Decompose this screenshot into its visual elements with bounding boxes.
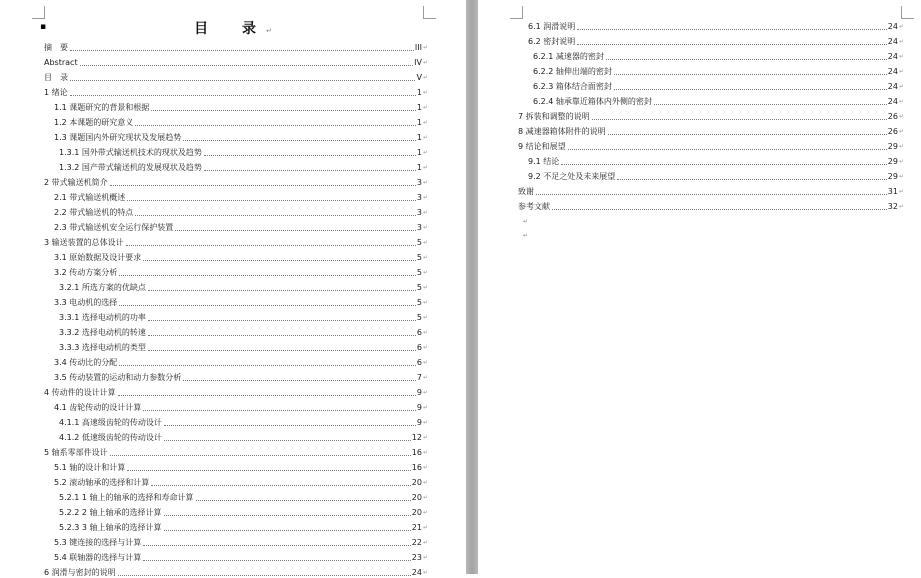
toc-leader-dots	[119, 275, 416, 276]
toc-entry-page: 24	[887, 67, 898, 76]
toc-entry-label: 3.3.3 选择电动机的类型	[59, 343, 146, 352]
toc-entry-label: 致谢	[518, 187, 534, 196]
toc-entry[interactable]	[44, 278, 428, 293]
paragraph-mark: ↵	[422, 179, 428, 186]
toc-entry[interactable]	[44, 293, 428, 308]
toc-entry-label: 3.3 电动机的选择	[54, 298, 118, 307]
paragraph-mark: ↵	[898, 53, 904, 60]
toc-leader-dots	[196, 500, 411, 501]
paragraph-mark: ↵	[898, 173, 904, 180]
toc-entry[interactable]	[44, 308, 428, 323]
paragraph-mark: ↵	[422, 149, 428, 156]
toc-leader-dots	[148, 290, 416, 291]
toc-entry[interactable]	[44, 53, 428, 68]
toc-entry[interactable]	[44, 233, 428, 248]
toc-entry-label: 5.2.3 3 轴上轴承的选择计算	[59, 523, 162, 532]
toc-entry-label: 2.1 带式输送机概述	[54, 193, 126, 202]
toc-entry[interactable]	[44, 173, 428, 188]
paragraph-mark: ↵	[266, 27, 272, 35]
toc-entry-label: 3.1 原始数据及设计要求	[54, 253, 142, 262]
toc-entry-label: 6.2 密封说明	[528, 37, 576, 46]
toc-entry-label: Abstract	[44, 58, 78, 67]
toc-list-left	[44, 38, 428, 578]
toc-entry-page: 16	[411, 463, 422, 472]
toc-leader-dots	[614, 74, 887, 75]
toc-entry[interactable]	[44, 68, 428, 83]
toc-entry-label: 4 传动件的设计计算	[44, 388, 116, 397]
toc-entry[interactable]	[518, 107, 904, 122]
toc-entry[interactable]	[44, 383, 428, 398]
toc-leader-dots	[143, 260, 416, 261]
toc-entry-page: 5	[416, 238, 422, 247]
toc-entry-label: 1 绪论	[44, 88, 68, 97]
toc-entry-page: 9	[416, 403, 422, 412]
toc-leader-dots	[70, 50, 414, 51]
toc-entry-label: 2.2 带式输送机的特点	[54, 208, 134, 217]
paragraph-mark: ↵	[422, 539, 428, 546]
toc-leader-dots	[606, 59, 887, 60]
toc-leader-dots	[70, 95, 416, 96]
toc-entry-label: 1.2 本课题的研究意义	[54, 118, 134, 127]
paragraph-mark: ↵	[422, 104, 428, 111]
toc-entry-page: 5	[416, 268, 422, 277]
paragraph-mark: ↵	[422, 569, 428, 576]
toc-entry[interactable]	[44, 188, 428, 203]
paragraph-mark: ↵	[422, 44, 428, 51]
toc-entry-page: IV	[414, 58, 422, 67]
paragraph-mark: ↵	[422, 254, 428, 261]
toc-entry-page: 29	[887, 172, 898, 181]
toc-entry-label: 9 结论和展望	[518, 142, 566, 151]
bullet-mark: ▪	[40, 22, 47, 32]
paragraph-mark: ↵	[422, 209, 428, 216]
paragraph-mark: ↵	[422, 299, 428, 306]
toc-leader-dots	[577, 44, 887, 45]
paragraph-mark: ↵	[898, 98, 904, 105]
toc-leader-dots	[204, 155, 416, 156]
toc-leader-dots	[127, 200, 416, 201]
page-gutter	[466, 0, 478, 574]
toc-entry-page: 7	[416, 373, 422, 382]
toc-entry-label: 5.3 键连接的选择与计算	[54, 538, 142, 547]
toc-leader-dots	[110, 455, 411, 456]
toc-entry[interactable]	[44, 503, 428, 518]
toc-entry[interactable]	[44, 248, 428, 263]
toc-entry-page: 23	[411, 553, 422, 562]
toc-entry-page: 1	[416, 148, 422, 157]
toc-entry-page: 1	[416, 88, 422, 97]
toc-leader-dots	[110, 185, 416, 186]
toc-entry[interactable]	[44, 443, 428, 458]
toc-entry-page: 24	[887, 97, 898, 106]
toc-entry-page: 5	[416, 313, 422, 322]
paragraph-mark: ↵	[422, 59, 428, 66]
toc-entry-page: 9	[416, 388, 422, 397]
toc-title	[0, 18, 466, 38]
toc-entry-label: 6.2.4 轴承靠近箱体内外侧的密封	[533, 97, 652, 106]
toc-leader-dots	[561, 164, 887, 165]
toc-leader-dots	[552, 209, 887, 210]
toc-list-right	[518, 17, 904, 212]
toc-entry[interactable]	[518, 77, 904, 92]
toc-entry-page: 3	[416, 208, 422, 217]
paragraph-mark: ↵	[422, 419, 428, 426]
toc-leader-dots	[175, 230, 416, 231]
paragraph-mark: ↵	[422, 479, 428, 486]
toc-entry-page: 24	[887, 82, 898, 91]
toc-entry-label: 3.3.2 选择电动机的转速	[59, 328, 146, 337]
toc-entry-label: 目 录	[44, 73, 68, 82]
toc-entry-label: 1.3.1 国外带式输送机技术的现状及趋势	[59, 148, 202, 157]
toc-leader-dots	[148, 350, 416, 351]
toc-entry[interactable]	[44, 203, 428, 218]
toc-entry-label: 3 输送装置的总体设计	[44, 238, 124, 247]
toc-leader-dots	[608, 134, 887, 135]
toc-entry[interactable]	[44, 533, 428, 548]
paragraph-mark: ↵	[422, 464, 428, 471]
toc-leader-dots	[164, 515, 411, 516]
toc-entry-label: 摘 要	[44, 43, 68, 52]
toc-entry-page: 31	[887, 187, 898, 196]
toc-entry-page: 6	[416, 343, 422, 352]
toc-entry[interactable]	[44, 428, 428, 443]
toc-entry[interactable]	[44, 158, 428, 173]
paragraph-mark: ↵	[898, 38, 904, 45]
toc-entry[interactable]	[44, 563, 428, 578]
toc-entry[interactable]	[44, 38, 428, 53]
toc-leader-dots	[617, 179, 887, 180]
paragraph-mark: ↵	[422, 89, 428, 96]
toc-entry-label: 6.2.1 减速器的密封	[533, 52, 604, 61]
toc-leader-dots	[135, 215, 416, 216]
toc-leader-dots	[164, 440, 411, 441]
toc-entry-page: 16	[411, 448, 422, 457]
toc-entry-page: 1	[416, 118, 422, 127]
toc-leader-dots	[151, 485, 411, 486]
paragraph-mark: ↵	[898, 158, 904, 165]
toc-entry[interactable]	[44, 338, 428, 353]
toc-entry[interactable]	[44, 83, 428, 98]
toc-leader-dots	[118, 575, 411, 576]
toc-entry-label: 1.1 课题研究的背景和根据	[54, 103, 150, 112]
toc-entry[interactable]	[44, 323, 428, 338]
paragraph-mark: ↵	[422, 359, 428, 366]
toc-entry-page: 29	[887, 142, 898, 151]
toc-entry-page: 26	[887, 112, 898, 121]
paragraph-mark: ↵	[422, 554, 428, 561]
toc-entry-label: 4.1.1 高速级齿轮的传动设计	[59, 418, 162, 427]
paragraph-mark: ↵	[898, 68, 904, 75]
paragraph-mark: ↵	[898, 128, 904, 135]
toc-leader-dots	[568, 149, 887, 150]
toc-entry[interactable]	[44, 218, 428, 233]
toc-entry[interactable]	[44, 458, 428, 473]
toc-entry-label: 5.1 轴的设计和计算	[54, 463, 126, 472]
toc-leader-dots	[654, 104, 887, 105]
toc-entry[interactable]	[518, 197, 904, 212]
toc-leader-dots	[119, 305, 416, 306]
toc-entry-page: 5	[416, 283, 422, 292]
toc-entry-label: 7 拆装和调整的说明	[518, 112, 590, 121]
toc-entry-label: 1.3 课题国内外研究现状及发展趋势	[54, 133, 182, 142]
toc-leader-dots	[118, 395, 416, 396]
toc-entry-label: 6.1 润滑说明	[528, 22, 576, 31]
toc-entry-page: III	[414, 43, 422, 52]
toc-entry[interactable]	[518, 122, 904, 137]
paragraph-mark: ↵	[422, 164, 428, 171]
paragraph-mark: ↵	[422, 224, 428, 231]
toc-entry-label: 1.3.2 国产带式输送机的发展现状及趋势	[59, 163, 202, 172]
toc-entry-page: 3	[416, 178, 422, 187]
toc-entry-page: 24	[411, 568, 422, 577]
toc-entry-page: 20	[411, 478, 422, 487]
toc-entry-page: 21	[411, 523, 422, 532]
toc-entry-label: 4.1 齿轮传动的设计计算	[54, 403, 142, 412]
paragraph-mark: ↵	[422, 404, 428, 411]
toc-entry-page: 20	[411, 493, 422, 502]
toc-entry-page: 12	[411, 433, 422, 442]
paragraph-mark: ↵	[422, 329, 428, 336]
toc-leader-dots	[183, 380, 416, 381]
toc-entry-label: 3.3.1 选择电动机的功率	[59, 313, 146, 322]
toc-entry[interactable]	[518, 62, 904, 77]
paragraph-mark: ↵	[898, 83, 904, 90]
paragraph-mark: ↵	[422, 494, 428, 501]
toc-entry[interactable]	[518, 92, 904, 107]
toc-leader-dots	[164, 425, 416, 426]
toc-entry-page: 5	[416, 298, 422, 307]
toc-leader-dots	[119, 365, 416, 366]
paragraph-mark: ↵	[422, 239, 428, 246]
paragraph-mark: ↵	[422, 449, 428, 456]
toc-entry[interactable]	[44, 98, 428, 113]
toc-entry[interactable]	[44, 473, 428, 488]
toc-entry-page: 20	[411, 508, 422, 517]
toc-entry-label: 3.4 传动比的分配	[54, 358, 118, 367]
toc-entry-page: 1	[416, 133, 422, 142]
paragraph-mark: ↵	[898, 188, 904, 195]
toc-entry-label: 9.2 不足之处及未来展望	[528, 172, 616, 181]
toc-entry-page: 24	[887, 22, 898, 31]
toc-leader-dots	[143, 545, 411, 546]
toc-entry-label: 5.2.1 1 轴上的轴承的选择和寿命计算	[59, 493, 194, 502]
toc-entry-page: 26	[887, 127, 898, 136]
toc-entry-page: 6	[416, 358, 422, 367]
toc-leader-dots	[70, 80, 415, 81]
toc-leader-dots	[592, 119, 887, 120]
toc-entry-page: 1	[416, 163, 422, 172]
toc-entry-page: 9	[416, 418, 422, 427]
paragraph-mark: ↵	[898, 23, 904, 30]
paragraph-mark: ↵	[898, 143, 904, 150]
paragraph-mark: ↵	[422, 194, 428, 201]
toc-leader-dots	[204, 170, 416, 171]
toc-entry[interactable]	[44, 488, 428, 503]
toc-leader-dots	[151, 110, 416, 111]
toc-entry-label: 6 润滑与密封的说明	[44, 568, 116, 577]
toc-entry-label: 3.2.1 所选方案的优缺点	[59, 283, 146, 292]
toc-leader-dots	[135, 125, 416, 126]
paragraph-mark: ↵	[422, 374, 428, 381]
toc-entry-page: 29	[887, 157, 898, 166]
toc-leader-dots	[164, 530, 411, 531]
paragraph-mark: ↵	[422, 524, 428, 531]
toc-entry[interactable]	[44, 413, 428, 428]
toc-leader-dots	[148, 320, 416, 321]
paragraph-mark: ↵	[422, 314, 428, 321]
toc-entry[interactable]	[44, 518, 428, 533]
toc-entry-label: 5.2.2 2 轴上轴承的选择计算	[59, 508, 162, 517]
toc-entry-label: 9.1 结论	[528, 157, 560, 166]
toc-leader-dots	[143, 560, 411, 561]
toc-entry-label: 8 减速器箱体附件的说明	[518, 127, 606, 136]
toc-entry-label: 5 轴系零部件设计	[44, 448, 108, 457]
toc-leader-dots	[614, 89, 887, 90]
paragraph-mark: ↵	[898, 203, 904, 210]
toc-entry[interactable]	[518, 17, 904, 32]
toc-entry-label: 3.2 传动方案分析	[54, 268, 118, 277]
toc-entry[interactable]	[44, 263, 428, 278]
toc-leader-dots	[183, 140, 416, 141]
toc-leader-dots	[536, 194, 887, 195]
empty-paragraph-mark: ↵	[523, 232, 529, 239]
toc-entry[interactable]	[518, 32, 904, 47]
toc-entry-label: 2 带式输送机简介	[44, 178, 108, 187]
toc-title-text: 目 录	[194, 21, 267, 37]
toc-leader-dots	[143, 410, 416, 411]
paragraph-mark: ↵	[422, 119, 428, 126]
toc-entry-label: 5.2 滚动轴承的选择和计算	[54, 478, 150, 487]
toc-entry-page: 24	[887, 37, 898, 46]
paragraph-mark: ↵	[422, 284, 428, 291]
toc-entry-label: 6.2.3 箱体结合面密封	[533, 82, 612, 91]
toc-leader-dots	[148, 335, 416, 336]
toc-entry[interactable]	[44, 548, 428, 563]
toc-entry-label: 5.4 联轴器的选择与计算	[54, 553, 142, 562]
toc-entry[interactable]	[518, 167, 904, 182]
toc-entry[interactable]	[44, 368, 428, 383]
toc-leader-dots	[127, 470, 411, 471]
toc-leader-dots	[126, 245, 416, 246]
toc-entry[interactable]	[518, 152, 904, 167]
toc-entry[interactable]	[44, 398, 428, 413]
toc-entry-page: V	[416, 73, 422, 82]
toc-entry[interactable]	[44, 353, 428, 368]
paragraph-mark: ↵	[898, 113, 904, 120]
paragraph-mark: ↵	[422, 344, 428, 351]
toc-entry[interactable]	[518, 182, 904, 197]
toc-entry[interactable]	[44, 128, 428, 143]
toc-entry-label: 2.3 带式输送机安全运行保护装置	[54, 223, 174, 232]
toc-entry-page: 24	[887, 52, 898, 61]
paragraph-mark: ↵	[422, 134, 428, 141]
toc-entry-page: 6	[416, 328, 422, 337]
toc-entry-label: 参考文献	[518, 202, 550, 211]
toc-entry[interactable]	[518, 47, 904, 62]
toc-leader-dots	[80, 65, 414, 66]
toc-entry-page: 3	[416, 193, 422, 202]
empty-paragraph-mark: ↵	[523, 218, 529, 225]
paragraph-mark: ↵	[422, 434, 428, 441]
paragraph-mark: ↵	[422, 74, 428, 81]
paragraph-mark: ↵	[422, 509, 428, 516]
paragraph-mark: ↵	[422, 389, 428, 396]
toc-leader-dots	[577, 29, 887, 30]
toc-entry-page: 22	[411, 538, 422, 547]
toc-entry[interactable]	[44, 143, 428, 158]
toc-entry-page: 32	[887, 202, 898, 211]
toc-entry-label: 6.2.2 轴伸出端的密封	[533, 67, 612, 76]
toc-entry-page: 3	[416, 223, 422, 232]
toc-entry-label: 3.5 传动装置的运动和动力参数分析	[54, 373, 182, 382]
toc-entry[interactable]	[44, 113, 428, 128]
paragraph-mark: ↵	[422, 269, 428, 276]
toc-entry[interactable]	[518, 137, 904, 152]
toc-entry-label: 4.1.2 低速级齿轮的传动设计	[59, 433, 162, 442]
toc-entry-page: 5	[416, 253, 422, 262]
toc-entry-page: 1	[416, 103, 422, 112]
